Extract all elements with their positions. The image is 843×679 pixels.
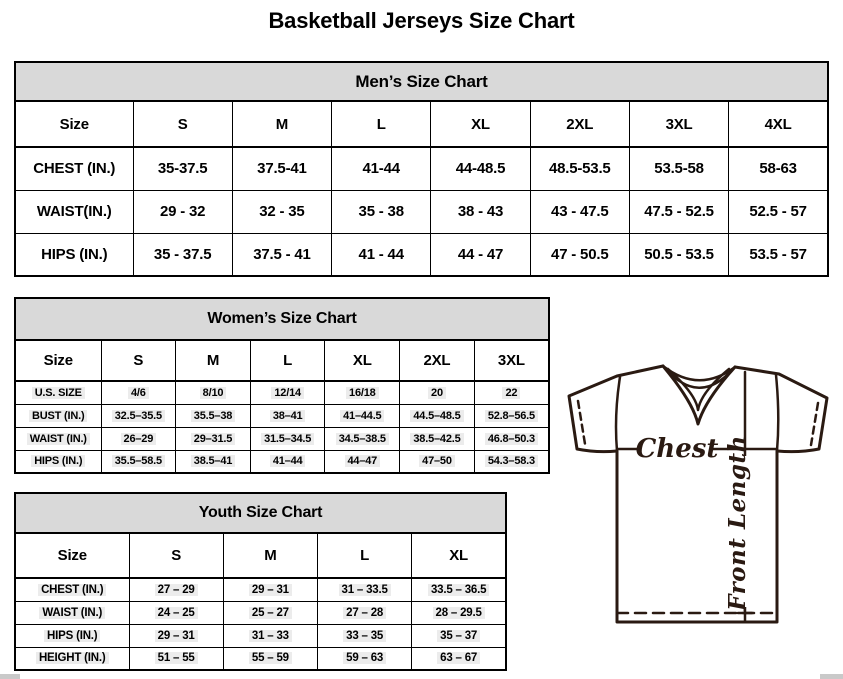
left-sleeve-seam	[616, 377, 620, 451]
table-cell	[474, 404, 549, 427]
cell-value: 26–29	[121, 433, 157, 445]
row-label-text: WAIST (IN.)	[39, 607, 105, 619]
table-cell: 35 - 37.5	[133, 233, 232, 276]
column-header: 2XL	[530, 101, 629, 147]
left-cuff-dashed-line	[578, 401, 585, 444]
cell-value: 38–41	[270, 410, 306, 422]
row-label-text: BUST (IN.)	[29, 410, 87, 422]
table-cell: 35 - 38	[332, 190, 431, 233]
page-title: Basketball Jerseys Size Chart	[268, 8, 575, 33]
table-cell: 41 - 44	[332, 233, 431, 276]
table-cell	[325, 450, 400, 473]
table-cell	[412, 647, 506, 670]
womens-table-title: Women’s Size Chart	[15, 298, 549, 340]
cell-value: 41–44.5	[340, 410, 384, 422]
chest-label: Chest	[635, 434, 719, 464]
table-cell: 44 - 47	[431, 233, 530, 276]
row-label-text: HIPS (IN.)	[44, 630, 100, 642]
table-cell: 48.5-53.5	[530, 147, 629, 190]
table-cell: 43 - 47.5	[530, 190, 629, 233]
cell-value: 35 – 37	[437, 630, 480, 642]
column-header: M	[232, 101, 331, 147]
table-row	[15, 450, 549, 473]
table-cell	[250, 404, 325, 427]
table-row	[15, 190, 828, 233]
table-row	[15, 233, 828, 276]
column-header: L	[318, 533, 412, 578]
cell-value: 41–44	[270, 455, 306, 467]
cell-value: 27 – 29	[155, 584, 198, 596]
cell-value: 31.5–34.5	[261, 433, 314, 445]
table-cell: 53.5 - 57	[729, 233, 828, 276]
mens-size-header-row	[15, 101, 828, 147]
table-cell: 44-48.5	[431, 147, 530, 190]
table-cell: 58-63	[729, 147, 828, 190]
row-label-text: CHEST (IN.)	[38, 584, 106, 596]
table-row	[15, 601, 506, 624]
mens-size-table	[14, 61, 829, 277]
table-cell	[129, 624, 223, 647]
cell-value: 35.5–38	[191, 410, 235, 422]
cell-value: 33 – 35	[343, 630, 386, 642]
youth-table-title: Youth Size Chart	[15, 493, 506, 533]
mens-table-title: Men’s Size Chart	[15, 62, 828, 101]
table-cell: 35-37.5	[133, 147, 232, 190]
table-cell	[318, 647, 412, 670]
table-cell	[318, 578, 412, 601]
table-cell: 50.5 - 53.5	[629, 233, 728, 276]
cell-value: 31 – 33	[249, 630, 292, 642]
youth-size-header-row	[15, 533, 506, 578]
cell-value: 29–31.5	[191, 433, 235, 445]
front-length-label: Front Length	[724, 435, 751, 611]
cell-value: 25 – 27	[249, 607, 292, 619]
table-cell	[400, 381, 475, 404]
table-cell	[250, 450, 325, 473]
size-label-header: Size	[15, 340, 101, 381]
row-label-text: HEIGHT (IN.)	[36, 652, 109, 664]
cell-value: 38.5–42.5	[410, 433, 463, 445]
column-header: 2XL	[400, 340, 475, 381]
mens-table-header-row	[15, 62, 828, 101]
table-cell	[101, 427, 176, 450]
collar-back-arc-inner	[665, 368, 733, 388]
jersey-outline	[569, 366, 827, 622]
cell-value: 46.8–50.3	[485, 433, 538, 445]
table-cell	[176, 381, 251, 404]
table-row	[15, 624, 506, 647]
table-cell: 37.5 - 41	[232, 233, 331, 276]
cell-value: 29 – 31	[249, 584, 292, 596]
row-label	[15, 404, 101, 427]
cell-value: 63 – 67	[437, 652, 480, 664]
cell-value: 55 – 59	[249, 652, 292, 664]
cell-value: 54.3–58.3	[485, 455, 538, 467]
row-label	[15, 624, 129, 647]
table-cell	[129, 647, 223, 670]
table-cell	[318, 624, 412, 647]
table-cell: 29 - 32	[133, 190, 232, 233]
table-cell	[223, 624, 317, 647]
column-header: M	[176, 340, 251, 381]
row-label: CHEST (IN.)	[15, 147, 133, 190]
table-cell: 41-44	[332, 147, 431, 190]
table-cell	[325, 427, 400, 450]
row-label	[15, 427, 101, 450]
column-header: L	[332, 101, 431, 147]
column-header: S	[133, 101, 232, 147]
column-header: 4XL	[729, 101, 828, 147]
column-header: XL	[431, 101, 530, 147]
womens-size-table	[14, 297, 550, 474]
table-cell	[129, 578, 223, 601]
table-cell: 52.5 - 57	[729, 190, 828, 233]
table-cell	[223, 601, 317, 624]
jersey-measurement-diagram	[555, 360, 843, 640]
cell-value: 35.5–58.5	[112, 455, 165, 467]
column-header: S	[129, 533, 223, 578]
table-cell	[176, 404, 251, 427]
table-row	[15, 147, 828, 190]
row-label: HIPS (IN.)	[15, 233, 133, 276]
cell-value: 59 – 63	[343, 652, 386, 664]
cell-value: 12/14	[271, 387, 304, 399]
cell-value: 38.5–41	[191, 455, 235, 467]
cell-value: 44.5–48.5	[410, 410, 463, 422]
table-cell	[474, 427, 549, 450]
row-label	[15, 450, 101, 473]
cell-value: 32.5–35.5	[112, 410, 165, 422]
right-cuff-dashed-line	[811, 403, 818, 445]
cell-value: 31 – 33.5	[339, 584, 391, 596]
table-cell: 37.5-41	[232, 147, 331, 190]
table-cell	[325, 381, 400, 404]
row-label-text: WAIST (IN.)	[27, 433, 90, 445]
column-header: M	[223, 533, 317, 578]
table-row	[15, 404, 549, 427]
table-cell	[474, 381, 549, 404]
cell-value: 33.5 – 36.5	[428, 584, 489, 596]
table-cell	[129, 601, 223, 624]
right-sleeve-seam	[776, 375, 778, 451]
row-label	[15, 578, 129, 601]
row-label	[15, 647, 129, 670]
table-cell	[400, 404, 475, 427]
youth-table-header-row	[15, 493, 506, 533]
cell-value: 34.5–38.5	[336, 433, 389, 445]
womens-size-header-row	[15, 340, 549, 381]
table-cell	[474, 450, 549, 473]
size-label-header: Size	[15, 101, 133, 147]
cell-value: 27 – 28	[343, 607, 386, 619]
youth-size-table	[14, 492, 507, 671]
cell-value: 8/10	[200, 387, 227, 399]
row-label	[15, 381, 101, 404]
row-label	[15, 601, 129, 624]
row-label-text: U.S. SIZE	[32, 387, 85, 399]
table-cell	[250, 427, 325, 450]
table-cell: 47.5 - 52.5	[629, 190, 728, 233]
cell-value: 4/6	[128, 387, 149, 399]
cell-value: 52.8–56.5	[485, 410, 538, 422]
table-row	[15, 647, 506, 670]
table-row	[15, 381, 549, 404]
cell-value: 16/18	[346, 387, 379, 399]
table-cell	[176, 450, 251, 473]
table-cell	[101, 381, 176, 404]
row-label-text: HIPS (IN.)	[31, 455, 85, 467]
cell-value: 51 – 55	[155, 652, 198, 664]
table-cell: 38 - 43	[431, 190, 530, 233]
table-cell	[223, 578, 317, 601]
row-label: WAIST(IN.)	[15, 190, 133, 233]
horizontal-scrollbar-left-stub[interactable]	[0, 674, 20, 679]
womens-table-header-row	[15, 298, 549, 340]
cell-value: 28 – 29.5	[433, 607, 485, 619]
table-cell	[412, 601, 506, 624]
table-cell	[250, 381, 325, 404]
cell-value: 22	[502, 387, 520, 399]
cell-value: 29 – 31	[155, 630, 198, 642]
cell-value: 20	[428, 387, 446, 399]
table-cell	[400, 450, 475, 473]
table-cell	[412, 578, 506, 601]
table-cell	[400, 427, 475, 450]
table-cell	[101, 404, 176, 427]
table-cell: 32 - 35	[232, 190, 331, 233]
table-cell	[176, 427, 251, 450]
horizontal-scrollbar-right-stub[interactable]	[820, 674, 843, 679]
column-header: S	[101, 340, 176, 381]
table-cell	[318, 601, 412, 624]
table-cell	[412, 624, 506, 647]
table-row	[15, 578, 506, 601]
cell-value: 24 – 25	[155, 607, 198, 619]
column-header: 3XL	[474, 340, 549, 381]
cell-value: 47–50	[419, 455, 455, 467]
cell-value: 44–47	[345, 455, 381, 467]
table-cell	[325, 404, 400, 427]
column-header: XL	[325, 340, 400, 381]
column-header: 3XL	[629, 101, 728, 147]
size-label-header: Size	[15, 533, 129, 578]
column-header: XL	[412, 533, 506, 578]
column-header: L	[250, 340, 325, 381]
table-row	[15, 427, 549, 450]
table-cell	[101, 450, 176, 473]
table-cell	[223, 647, 317, 670]
table-cell: 47 - 50.5	[530, 233, 629, 276]
table-cell: 53.5-58	[629, 147, 728, 190]
